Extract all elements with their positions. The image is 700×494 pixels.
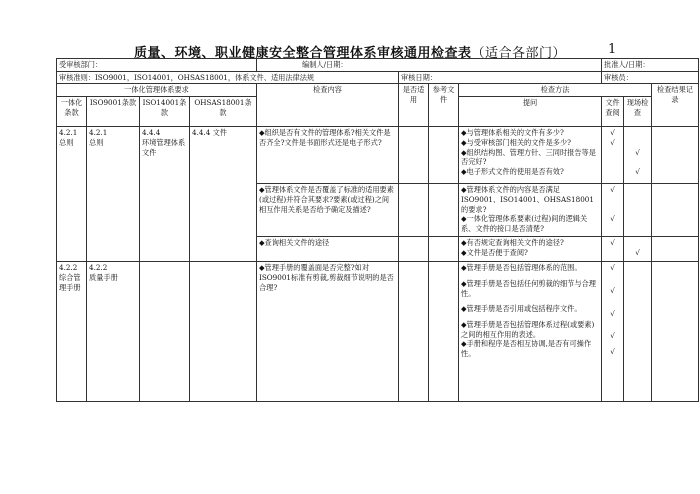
doc-review-header: 文件查阅 — [602, 97, 624, 127]
iso9001-clause-cell: 4.2.1 总则 — [87, 127, 140, 262]
ohsas18001-clause-cell: 4.4.4 文件 — [190, 127, 257, 262]
iso14001-clause-cell: 4.4.4 环境管理体系文件 — [140, 127, 190, 262]
auditor-label: 审核员： — [602, 71, 699, 84]
prompt-item: ◆一体化管理体系要素(过程)间的逻辑关系、文件的接口是否清楚? — [461, 214, 588, 234]
result-record-cell — [652, 184, 699, 237]
result-record-cell — [652, 127, 699, 184]
check-mark: √ — [610, 308, 615, 318]
check-mark: √ — [610, 185, 615, 195]
prompt-item: ◆与管理体系相关的文件有多少? — [461, 128, 564, 138]
check-mark: √ — [635, 167, 640, 177]
onsite-check-cell — [624, 184, 652, 237]
integrated-clause-header: 一体化条款 — [57, 97, 87, 127]
prompt-header: 提问 — [459, 97, 602, 127]
result-record-cell — [652, 237, 699, 262]
check-mark: √ — [610, 263, 615, 273]
prompt-item: ◆电子形式文件的使用是否有效? — [461, 167, 564, 177]
check-mark: √ — [610, 331, 615, 341]
prompt-cell — [459, 237, 602, 262]
applicable-cell — [399, 262, 429, 402]
reference-docs-cell — [429, 127, 459, 184]
prompt-item: ◆管理手册是否包括任何剪裁的细节与合理性。 — [461, 278, 596, 298]
iso9001-clause-cell: 4.2.2 质量手册 — [87, 262, 140, 402]
audited-dept-label: 受审核部门： — [57, 59, 257, 72]
check-content-cell: ◆查询相关文件的途径 — [257, 237, 399, 262]
prompt-item: ◆有否规定查询相关文件的途径? — [461, 238, 564, 248]
prompt-cell — [459, 262, 602, 402]
audit-criteria: 审核准则：ISO9001，ISO14001，OHSAS18001，体系文件、适用法律法规 — [57, 71, 399, 84]
check-mark: √ — [635, 147, 640, 157]
doc-review-cell — [602, 127, 624, 184]
reference-docs-header: 参考文件 — [429, 84, 459, 127]
onsite-check-header: 现场检查 — [624, 97, 652, 127]
onsite-check-cell — [624, 237, 652, 262]
integrated-clause-cell: 4.2.2 综合管理手册 — [57, 262, 87, 402]
header-row-1 — [57, 84, 699, 97]
check-content-cell: ◆组织是否有文件的管理体系?相关文件是否齐全?文件是书面形式还是电子形式? — [257, 127, 399, 184]
check-content-cell: ◆管理手册的覆盖面是否完整?如对ISO9001标准有剪裁,剪裁细节说明的是否合理? — [257, 262, 399, 402]
title-main: 质量、环境、职业健康安全整合管理体系审核通用检查表 — [133, 46, 472, 61]
prompt-item: ◆管理手册是否包括管理体系的范围。 — [461, 263, 582, 273]
page-number: 1 — [608, 42, 617, 57]
table-row — [57, 127, 699, 184]
prompt-item: ◆组织结构图、管理方针、三同时报告等是否完好? — [461, 147, 596, 167]
prompt-cell — [459, 184, 602, 237]
ohsas18001-header: OHSAS18001条款 — [190, 97, 257, 127]
meta-row-1 — [57, 59, 699, 72]
prompt-item: ◆手册和程序是否相互协调,是否有可操作性。 — [461, 339, 592, 359]
check-mark: √ — [610, 128, 615, 138]
onsite-check-cell — [624, 262, 652, 402]
doc-review-cell — [602, 184, 624, 237]
audit-date-label: 审核日期： — [399, 71, 602, 84]
applicable-cell — [399, 237, 429, 262]
reference-docs-cell — [429, 237, 459, 262]
prompt-item: ◆文件是否便于查阅? — [461, 247, 528, 257]
ohsas18001-clause-cell — [190, 262, 257, 402]
integrated-clause-cell: 4.2.1 总则 — [57, 127, 87, 262]
iso14001-clause-cell — [140, 262, 190, 402]
result-record-header: 检查结果记录 — [652, 84, 699, 127]
applicable-cell — [399, 127, 429, 184]
integrated-requirements-header: 一体化管理体系要求 — [57, 84, 257, 97]
check-mark: √ — [610, 214, 615, 224]
title-suffix: （适合各部门） — [471, 46, 567, 61]
check-mark: √ — [610, 347, 615, 357]
prompt-item: ◆与受审核部门相关的文件是多少? — [461, 137, 572, 147]
edited-by-label: 编制人/日期： — [257, 59, 602, 72]
check-content-cell: ◆管理体系文件是否覆盖了标准的适用要素(或过程)并符合其要求?要素(或过程)之间相互作用关系是否给予确定及描述? — [257, 184, 399, 237]
prompt-item: ◆管理手册是否引用或包括程序文件。 — [461, 304, 582, 314]
meta-row-2 — [57, 71, 699, 84]
check-mark: √ — [610, 238, 615, 248]
reference-docs-cell — [429, 262, 459, 402]
applicable-header: 是否适用 — [399, 84, 429, 127]
check-mark: √ — [610, 285, 615, 295]
check-mark: √ — [610, 137, 615, 147]
reference-docs-cell — [429, 184, 459, 237]
result-record-cell — [652, 262, 699, 402]
table-row — [57, 262, 699, 402]
iso9001-header: ISO9001条款 — [87, 97, 140, 127]
doc-review-cell — [602, 262, 624, 402]
approved-by-label: 批准人/日期： — [602, 59, 699, 72]
doc-review-cell — [602, 237, 624, 262]
prompt-item: ◆管理体系文件的内容是否满足ISO9001、ISO14001、OHSAS18001的要求? — [461, 185, 594, 214]
onsite-check-cell — [624, 127, 652, 184]
prompt-item: ◆管理手册是否包括管理体系过程(或要素)之间的相互作用的表述。 — [461, 320, 595, 339]
applicable-cell — [399, 184, 429, 237]
audit-checklist-table — [56, 58, 699, 402]
check-method-header: 检查方法 — [459, 84, 652, 97]
prompt-cell — [459, 127, 602, 184]
check-mark: √ — [635, 247, 640, 257]
check-content-header: 检查内容 — [257, 84, 399, 127]
iso14001-header: ISO14001条款 — [140, 97, 190, 127]
